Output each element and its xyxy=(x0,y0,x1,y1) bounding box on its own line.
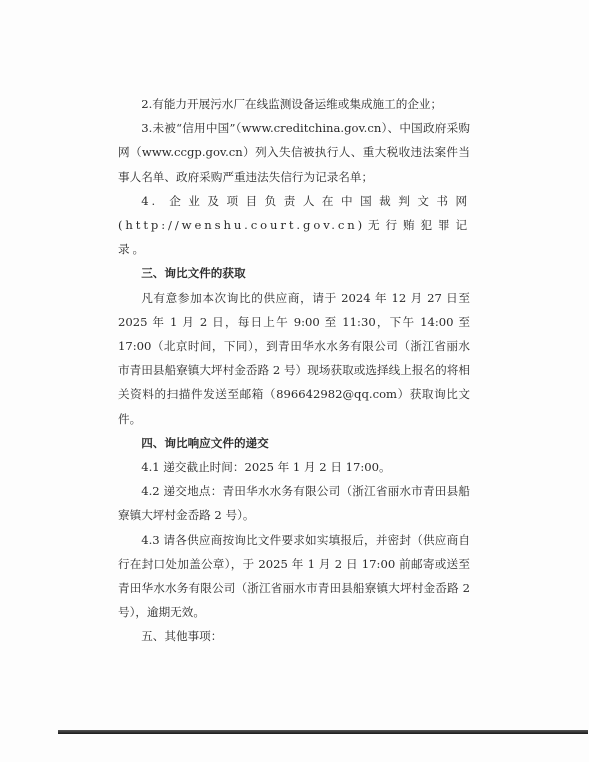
item-4-2: 4.2 递交地点：青田华水水务有限公司（浙江省丽水市青田县船寮镇大坪村金岙路 2 号）。 xyxy=(118,484,470,523)
requirement-2: 2.有能力开展污水厂在线监测设备运维或集成施工的企业； xyxy=(141,97,443,111)
document-body xyxy=(118,92,470,649)
page-bottom-edge xyxy=(58,730,588,734)
requirement-3: 3.未被“信用中国”（www.creditchina.gov.cn）、中国政府采购网（www.ccgp.gov.cn）列入失信被执行人、重大税收违法案件当事人名单、政府采购严重违法失信行为记录名单； xyxy=(118,121,470,184)
section-heading-3: 三、询比文件的获取 xyxy=(141,266,246,281)
item-4-3: 4.3 请各供应商按询比文件要求如实填报后，并密封（供应商自行在封口处加盖公章），于 2025 年 1 月 2 日 17:00 前邮寄或送至青田华水水务有限公司（浙江省丽水市青田县船寮镇大坪村金岙路 2 号），逾期无效。 xyxy=(118,532,470,620)
section-heading-5: 五、其他事项： xyxy=(141,629,223,644)
obtain-documents-text: 凡有意参加本次询比的供应商，请于 2024 年 12 月 27 日至 2025 年 1 月 2 日，每日上午 9:00 至 11:30，下午 14:00 至 17:00（北京时间，下同），到青田华水水务有限公司（浙江省丽水市青田县船寮镇大坪村金岙路 2 号）现场获取或选择线上报名的将相关资料的扫描件发送至邮箱（896642982@qq.com）获取询比文件。 xyxy=(118,290,470,426)
section-heading-4: 四、询比响应文件的递交 xyxy=(141,435,269,450)
item-4-1: 4.1 递交截止时间：2025 年 1 月 2 日 17:00。 xyxy=(141,460,391,475)
requirement-4: 4. 企业及项目负责人在中国裁判文书网(http://wenshu.court.gov.cn)无行贿犯罪记录。 xyxy=(118,193,470,257)
